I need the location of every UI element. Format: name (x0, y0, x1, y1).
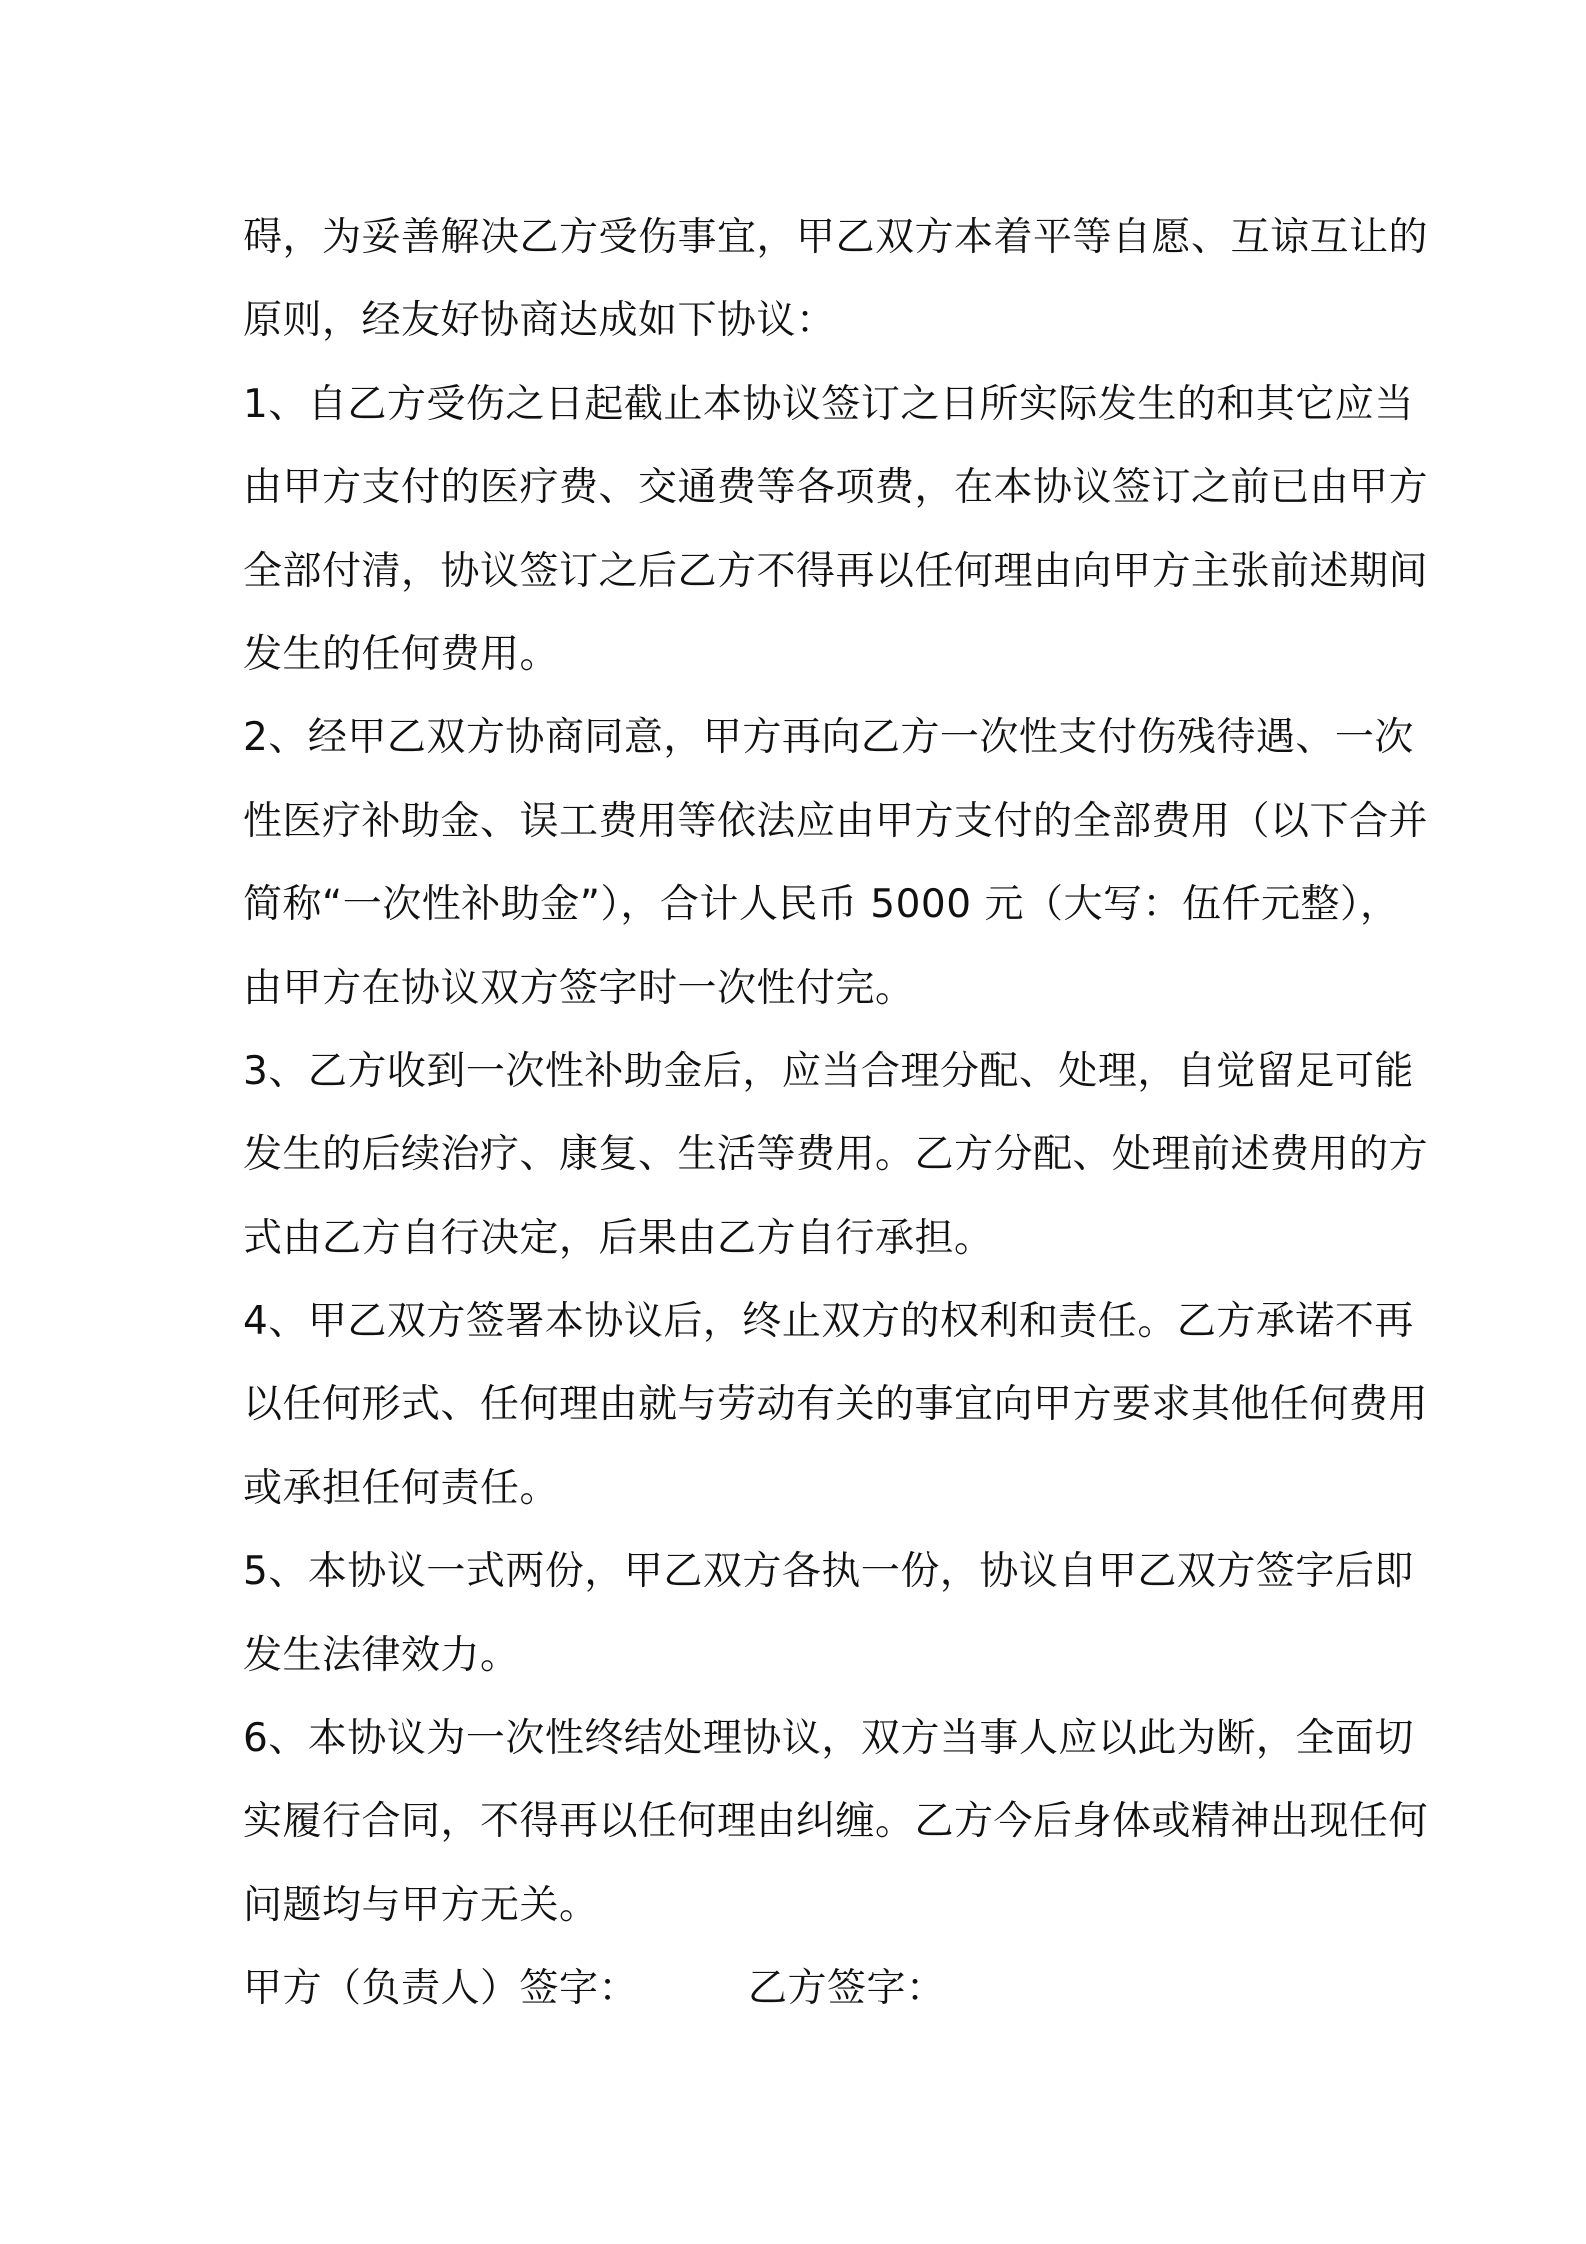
clause-5-line: 5、本协议一式两份，甲乙双方各执一份，协议自甲乙双方签字后即 (243, 1549, 1414, 1595)
clause-3-line: 式由乙方自行决定，后果由乙方自行承担。 (243, 1215, 994, 1261)
clause-6-line: 问题均与甲方无关。 (243, 1882, 599, 1928)
clause-6-line: 6、本协议为一次性终结处理协议，双方当事人应以此为断，全面切 (243, 1716, 1414, 1762)
party-b-signature-label: 乙方签字： (748, 1966, 946, 2012)
agreement-body (243, 196, 1429, 2031)
clause-4-line: 4、甲乙双方签署本协议后，终止双方的权利和责任。乙方承诺不再 (243, 1299, 1414, 1345)
clause-3-line: 发生的后续治疗、康复、生活等费用。乙方分配、处理前述费用的方 (243, 1132, 1429, 1178)
signature-row (243, 1947, 1363, 2030)
party-a-signature-label: 甲方（负责人）签字： (243, 1966, 639, 2012)
clause-4-line: 以任何形式、任何理由就与劳动有关的事宜向甲方要求其他任何费用 (243, 1382, 1429, 1428)
clause-1-line: 发生的任何费用。 (243, 631, 560, 677)
clause-4-line: 或承担任何责任。 (243, 1465, 560, 1511)
text-line: 碍，为妥善解决乙方受伤事宜，甲乙双方本着平等自愿、互谅互让的 (243, 215, 1429, 260)
clause-6-line: 实履行合同，不得再以任何理由纠缠。乙方今后身体或精神出现任何 (243, 1799, 1429, 1845)
clause-2-line: 简称“一次性补助金”），合计人民币 5000 元（大写：伍仟元整）， (243, 882, 1400, 928)
clause-1-line: 1、自乙方受伤之日起截止本协议签订之日所实际发生的和其它应当 (243, 381, 1414, 427)
clause-2-line: 性医疗补助金、误工费用等依法应由甲方支付的全部费用（以下合并 (243, 798, 1429, 844)
clause-2-line: 由甲方在协议双方签字时一次性付完。 (243, 965, 915, 1011)
text-line: 原则，经友好协商达成如下协议： (243, 298, 836, 344)
clause-3-line: 3、乙方收到一次性补助金后，应当合理分配、处理，自觉留足可能 (243, 1048, 1414, 1094)
clause-5-line: 发生法律效力。 (243, 1632, 520, 1678)
clause-2-line: 2、经甲乙双方协商同意，甲方再向乙方一次性支付伤残待遇、一次 (243, 715, 1414, 761)
clause-1-line: 全部付清，协议签订之后乙方不得再以任何理由向甲方主张前述期间 (243, 548, 1429, 594)
clause-1-line: 由甲方支付的医疗费、交通费等各项费，在本协议签订之前已由甲方 (243, 465, 1429, 511)
